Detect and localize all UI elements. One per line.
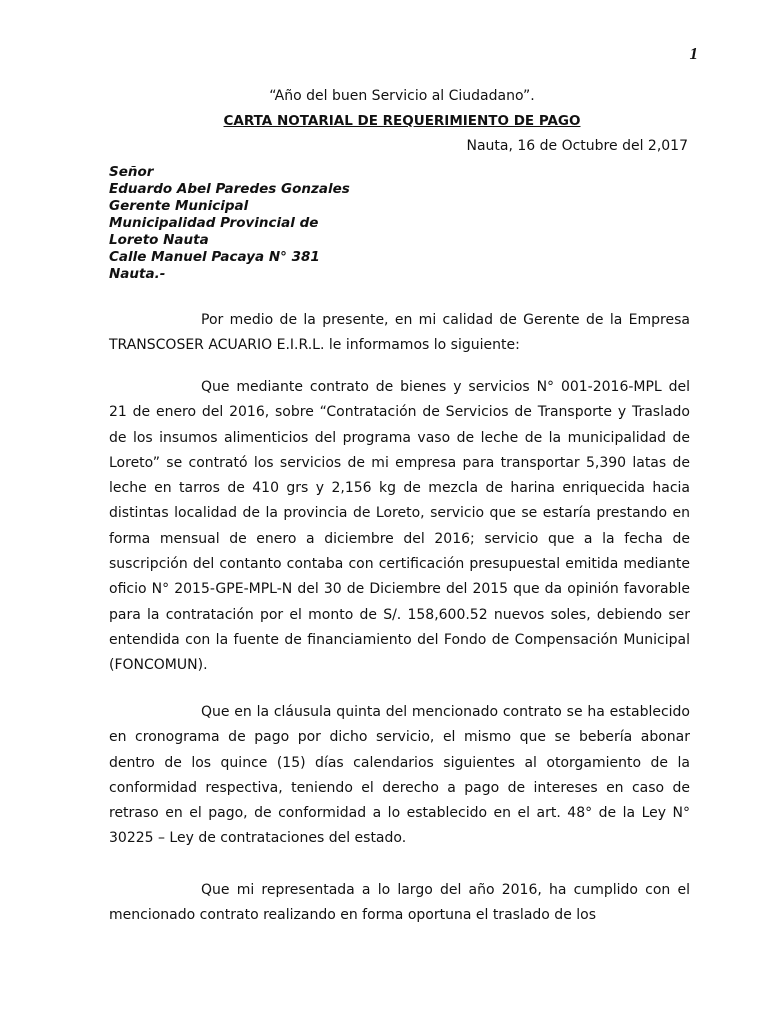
letter-date: Nauta, 16 de Octubre del 2,017 (466, 138, 688, 154)
body-paragraph-compliance: Que mi representada a lo largo del año 2016, ha cumplido con el mencionado contrato realizando en forma oportuna el traslado de los (109, 882, 690, 924)
addressee-street: Calle Manuel Pacaya N° 381 (109, 249, 320, 265)
year-motto: “Año del buen Servicio al Ciudadano”. (269, 88, 535, 104)
body-paragraph-contract: Que mediante contrato de bienes y servicios N° 001-2016-MPL del 21 de enero del 2016, sobre “Contratación de Servicios de Transporte y Traslado de los insumos alimenticios del programa vaso de leche de la municipalidad de Loreto” se contrató los servicios de mi empresa para transportar 5,390 latas de leche en tarros de 410 grs y 2,156 kg de mezcla de harina enriquecida hacia distintas localidad de la provincia de Loreto, servicio que se estaría prestando en forma mensual de enero a diciembre del 2016; servicio que a la fecha de suscripción del contanto contaba con certificación presupuestal emitida mediante oficio N° 2015-GPE-MPL-N del 30 de Diciembre del 2015 que da opinión favorable para la contratación por el monto de S/. 158,600.52 nuevos soles, debiendo ser entendida con la fuente de financiamiento del Fondo de Compensación Municipal (FONCOMUN). (109, 379, 690, 674)
addressee-city: Nauta.- (109, 266, 166, 282)
page-number: 1 (689, 44, 698, 63)
addressee-position: Gerente Municipal (109, 198, 249, 214)
addressee-institution-line2: Loreto Nauta (109, 232, 209, 248)
letter-title: CARTA NOTARIAL DE REQUERIMIENTO DE PAGO (223, 113, 581, 129)
addressee-block (109, 164, 350, 283)
addressee-salutation: Señor (109, 164, 154, 180)
body-paragraph-payment-clause: Que en la cláusula quinta del mencionado contrato se ha establecido en cronograma de pago por dicho servicio, el mismo que se bebería abonar dentro de los quince (15) días calendarios siguientes al otorgamiento de la conformidad respectiva, teniendo el derecho a pago de intereses en caso de retraso en el pago, de conformidad a lo establecido en el art. 48° de la Ley N° 30225 – Ley de contrataciones del estado. (109, 704, 690, 847)
body-paragraph-intro: Por medio de la presente, en mi calidad de Gerente de la Empresa TRANSCOSER ACUARIO E.I.R.L. le informamos lo siguiente: (109, 312, 690, 354)
addressee-institution-line1: Municipalidad Provincial de (109, 215, 319, 231)
addressee-name: Eduardo Abel Paredes Gonzales (109, 181, 350, 197)
